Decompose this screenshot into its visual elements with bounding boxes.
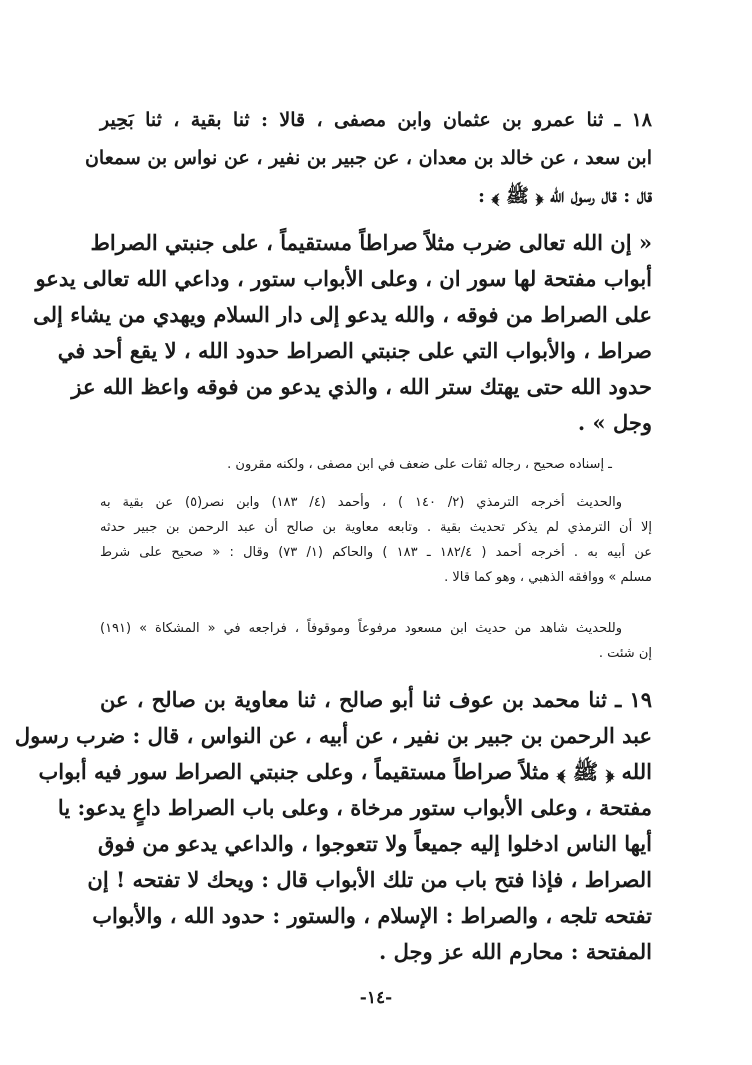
- text-line: ١٩ ـ ثنا محمد بن عوف ثنا أبو صالح ، ثنا معاوية بن صالح ، عن: [100, 687, 652, 712]
- text-line: ـ إسناده صحيح ، رجاله ثقات على ضعف في ابن مصفى ، ولكنه مقرون .: [227, 457, 612, 472]
- text-line: الله ﴿ ﷺ ﴾ مثلاً صراطاً مستقيماً ، وعلى جنبتي الصراط سور فيه أبواب: [38, 759, 652, 784]
- text-line: إلا أن الترمذي لم يذكر تحديث بقية . وتابعه معاوية بن صالح أن عبد الرحمن بن جبير حدثه: [100, 520, 652, 535]
- text-line: عبد الرحمن بن جبير بن نفير ، عن أبيه ، عن النواس ، قال : ضرب رسول: [14, 723, 652, 748]
- hadith-18-isnad: [84, 101, 652, 215]
- hadith-18-matn: [33, 225, 652, 441]
- text-line: أيها الناس ادخلوا إليه جميعاً ولا تتعوجوا ، والداعي يدعو من فوق: [97, 831, 652, 856]
- text-line: والحديث أخرجه الترمذي (٢/ ١٤٠ ) ، وأحمد (٤/ ١٨٣) وابن نصر(٥) عن بقية به: [100, 495, 622, 510]
- text-line: وجل » .: [577, 410, 652, 435]
- text-line: إن شئت .: [598, 646, 652, 661]
- text-line: الصراط ، فإذا فتح باب من تلك الأبواب قال : ويحك لا تفتحه ! إن: [87, 867, 652, 892]
- text-line: المفتحة : محارم الله عز وجل .: [378, 939, 652, 964]
- text-line: وللحديث شاهد من حديث ابن مسعود مرفوعاً وموقوفاً ، فراجعه في « المشكاة » (١٩١): [100, 621, 622, 636]
- text-line: حدود الله حتى يهتك ستر الله ، والذي يدعو من فوقه واعظ الله عز: [71, 374, 652, 399]
- text-line: على الصراط من فوقه ، والله يدعو إلى دار السلام ويهدي من يشاء إلى: [33, 302, 652, 327]
- text-line: مفتحة ، وعلى الأبواب ستور مرخاة ، وعلى باب الصراط داعٍ يدعو: يا: [57, 795, 652, 820]
- text-line: ابن سعد ، عن خالد بن معدان ، عن جبير بن نفير ، عن نواس بن سمعان: [84, 147, 652, 169]
- text-line: تفتحه تلجه ، والصراط : الإسلام ، والستور : حدود الله ، والأبواب: [92, 903, 652, 928]
- text-line: أبواب مفتحة لها سور ان ، وعلى الأبواب ستور ، وداعي الله تعالى يدعو: [35, 266, 652, 291]
- footnote-takhrij: [100, 490, 652, 590]
- page-number: -١٤-: [359, 988, 393, 1008]
- footnote-grading: [100, 452, 612, 477]
- footnote-shahid: [100, 616, 652, 666]
- text-line: مسلم » ووافقه الذهبي ، وهو كما قالا .: [444, 570, 652, 585]
- text-line: « إن الله تعالى ضرب مثلاً صراطاً مستقيماً ، على جنبتي الصراط: [90, 230, 652, 255]
- text-line: صراط ، والأبواب التي على جنبتي الصراط حدود الله ، لا يقع أحد في: [57, 338, 652, 363]
- text-line: ١٨ ـ ثنا عمرو بن عثمان وابن مصفى ، قالا : ثنا بقية ، ثنا بَحِير: [100, 109, 652, 131]
- text-line: قال : قال رسول الله ﴿ ﷺ ﴾ :: [477, 185, 652, 207]
- hadith-19: [14, 682, 652, 970]
- text-line: عن أبيه به . أخرجه أحمد ( ١٨٢/٤ ـ ١٨٣ ) والحاكم (١/ ٧٣) وقال : « صحيح على شرط: [100, 545, 653, 560]
